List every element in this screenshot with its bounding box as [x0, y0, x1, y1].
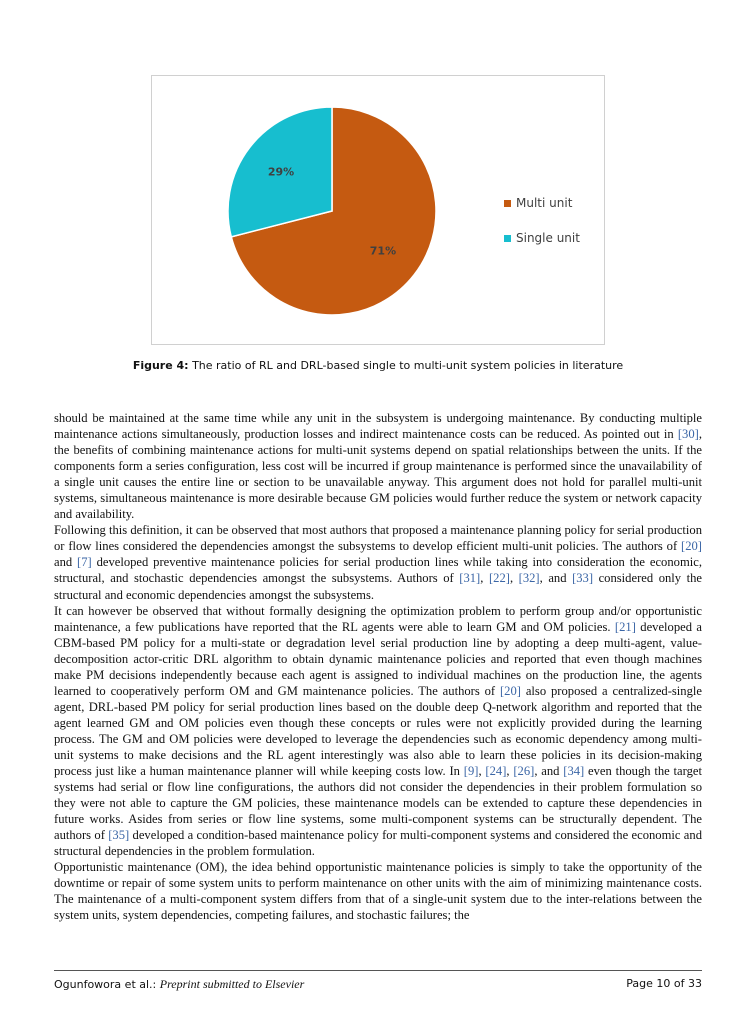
citation-link[interactable]: [9] — [463, 764, 479, 779]
figure-caption-text: The ratio of RL and DRL-based single to multi-unit system policies in literature — [192, 359, 624, 372]
footer-journal: Preprint submitted to Elsevier — [159, 977, 305, 991]
footer-divider — [54, 970, 702, 971]
paragraph-text: , the benefits of combining maintenance actions for multi-unit systems depend on spatial relationships between the units. If the components form a series configuration, less cost will be incurred if group maintenance is performed since the unavailability of a single unit causes the entire line or section to be unavailable anyway. This argument does not hold for parallel multi-unit systems, simultaneous maintenance is more desirable because GM policies would further reduce the system or network capacity and availability. — [54, 427, 702, 522]
citation-link[interactable]: [32] — [518, 571, 540, 586]
paragraph — [54, 410, 702, 522]
paragraph-text: , — [509, 571, 519, 586]
citation-link[interactable]: [22] — [488, 571, 510, 586]
paragraph-text: Following this definition, it can be observed that most authors that proposed a maintenance planning policy for serial production or flow lines considered the dependencies amongst the subsystems to develop efficient multi-unit policies. The authors of — [54, 523, 702, 554]
figure-caption — [0, 359, 756, 372]
citation-link[interactable]: [20] — [499, 683, 521, 698]
paragraph-text: , — [478, 764, 486, 779]
paragraph-text: It can however be observed that without formally designing the optimization problem to perform group and/or opportunistic maintenance, a few publications have reported that the RL agents were able to learn GM and OM policies. — [54, 603, 702, 634]
paragraph — [54, 859, 702, 923]
paragraph-text: , — [480, 571, 489, 586]
legend-entry-single-unit: Single unit — [516, 231, 580, 245]
paragraph-text: Opportunistic maintenance (OM), the idea behind opportunistic maintenance policies is simply to take the opportunity of the downtime or repair of some system units to perform maintenance on other units with the aim of minimizing maintenance costs. The maintenance of a multi-component system differs from that of a single-unit system due to the inter-relations between the system units, system dependencies, competing failures, and stochastic failures; the — [54, 860, 702, 923]
paragraph-text: also proposed a centralized-single agent, DRL-based PM policy for serial production lines based on the double deep Q-network algorithm and reported that the agent learned GM and OM policies even though these concepts or rules were not explicitly provided during the learning process. The GM and OM policies were developed to leverage the dependencies such as economic dependency among multi-unit systems to make decisions and the RL agent interestingly was also able to learn these policies in its decision-making process just like a human maintenance planner will while keeping costs low. In — [54, 683, 702, 779]
figure-chart-box — [151, 75, 605, 345]
citation-link[interactable]: [33] — [572, 571, 594, 586]
paragraph-text: developed preventive maintenance policies for serial production lines while taking into consideration the economic, structural, and stochastic dependencies amongst the subsystems. Authors of — [54, 555, 702, 586]
citation-link[interactable]: [26] — [513, 764, 535, 779]
paragraph-text: , — [506, 764, 514, 779]
figure-label: Figure 4: — [132, 359, 189, 372]
citation-link[interactable]: [21] — [614, 619, 636, 634]
pie-chart — [152, 76, 606, 346]
legend-swatch-single-unit — [504, 235, 511, 242]
citation-link[interactable]: [30] — [677, 427, 699, 442]
citation-link[interactable]: [20] — [681, 539, 702, 554]
paragraph-text: and — [54, 555, 78, 570]
legend-entry-multi-unit: Multi unit — [516, 196, 573, 210]
paragraph-text: considered only the structural and economic dependencies amongst the subsystems. — [54, 571, 703, 602]
citation-link[interactable]: [24] — [485, 764, 507, 779]
paragraph-text: developed a CBM-based PM policy for a multi-state or degradation level serial production line by adopting a deep multi-agent, value-decomposition actor-critic DRL algorithm to obtain dynamic maintenance policies and reported that even though machines make PM decisions independently because each agent is assigned to individual machines on the production line, the agents learned to cooperatively perform OM and GM maintenance policies. The authors of — [54, 619, 703, 698]
legend-swatch-multi-unit — [504, 200, 511, 207]
paragraph-text: developed a condition-based maintenance policy for multi-component systems and considered the economic and structural dependencies in the problem formulation. — [54, 828, 702, 859]
data-label-multi-unit: 71% — [369, 244, 397, 258]
paragraph-text: even though the target systems had serial or flow line configurations, the authors did not consider the dependencies in their problem formulation so they were not able to capture the GM policies, these maintenance models can be extended to capture these dependencies in future works. Asides from series or flow line systems, some multi-component systems can be structurally dependent. The authors of — [54, 764, 702, 843]
paragraph-text: , and — [539, 571, 573, 586]
citation-link[interactable]: [7] — [77, 555, 92, 570]
body-text — [54, 410, 702, 924]
paragraph — [54, 603, 702, 860]
paragraph-text: should be maintained at the same time while any unit in the subsystem is undergoing maintenance. By conducting multiple maintenance actions simultaneously, production losses and indirect maintenance costs can be reduced. As pointed out in — [54, 411, 702, 442]
paragraph-text: , and — [534, 764, 564, 779]
citation-link[interactable]: [31] — [459, 571, 481, 586]
data-label-single-unit: 29% — [267, 165, 295, 179]
footer-authors: Ogunfowora et al.: — [54, 978, 157, 991]
page-number: Page 10 of 33 — [626, 977, 702, 990]
citation-link[interactable]: [34] — [563, 764, 585, 779]
citation-link[interactable]: [35] — [108, 828, 130, 843]
paragraph — [54, 522, 702, 602]
footer-citation — [54, 977, 304, 992]
